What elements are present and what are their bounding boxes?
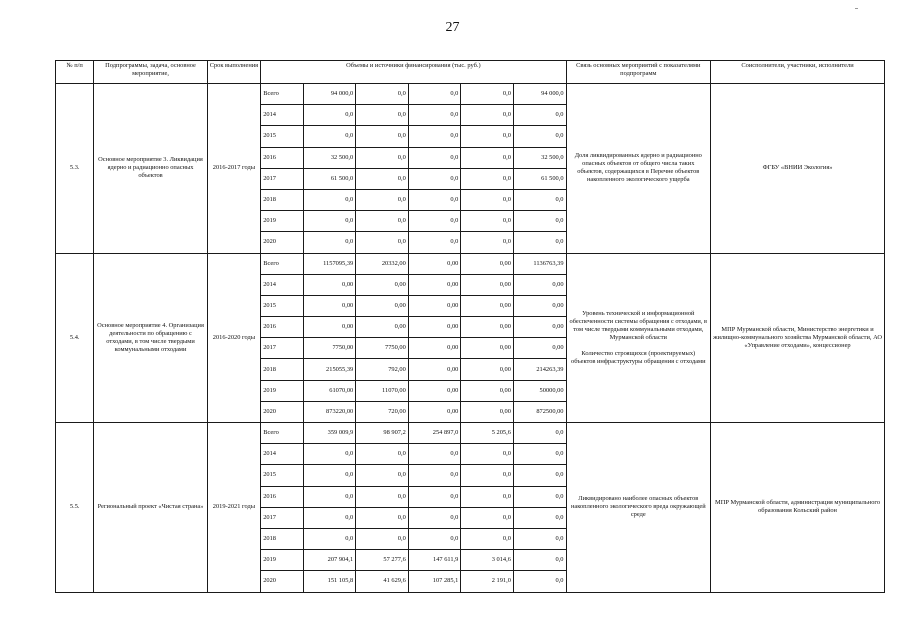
value-cell: 0,00 [461,401,514,422]
value-cell: 0,0 [408,105,461,126]
value-cell: 0,00 [356,274,409,295]
section-number: 5.5. [56,423,94,593]
value-cell: 254 897,0 [408,423,461,444]
value-cell: 32 500,0 [303,147,356,168]
section-indicator-link: Ликвидировано наиболее опасных объектов накопленного экологического вреда окружающей среде [566,423,711,593]
value-cell: 0,0 [513,528,566,549]
value-cell: 0,0 [303,465,356,486]
value-cell: 0,0 [356,486,409,507]
year-cell: 2020 [261,571,303,592]
value-cell: 2 191,0 [461,571,514,592]
value-cell: 11070,00 [356,380,409,401]
value-cell: 0,0 [408,126,461,147]
funding-table [55,60,885,593]
section-term: 2016-2017 годы [207,84,261,254]
value-cell: 359 009,9 [303,423,356,444]
value-cell: 7750,00 [303,338,356,359]
value-cell: 0,00 [408,253,461,274]
value-cell: 0,0 [461,105,514,126]
value-cell: 0,0 [303,528,356,549]
value-cell: 0,00 [461,317,514,338]
value-cell: 0,0 [461,126,514,147]
value-cell: 0,0 [356,465,409,486]
value-cell: 0,00 [513,317,566,338]
table-header [56,61,885,84]
value-cell: 0,0 [408,465,461,486]
value-cell: 0,0 [356,232,409,253]
value-cell: 0,0 [461,147,514,168]
value-cell: 0,0 [303,126,356,147]
value-cell: 0,00 [408,274,461,295]
value-cell: 0,0 [303,189,356,210]
value-cell: 61 500,0 [513,168,566,189]
header-link: Связь основных мероприятий с показателями подпрограмм [566,61,711,84]
value-cell: 0,0 [408,507,461,528]
value-cell: 0,0 [356,84,409,105]
value-cell: 0,0 [513,105,566,126]
year-cell: 2017 [261,168,303,189]
section-executors: ФГБУ «ВНИИ Экология» [711,84,885,254]
value-cell: 0,0 [513,126,566,147]
year-cell: 2018 [261,189,303,210]
section-term: 2019-2021 годы [207,423,261,593]
value-cell: 0,00 [356,295,409,316]
year-cell: 2018 [261,528,303,549]
value-cell: 50000,00 [513,380,566,401]
value-cell: 0,0 [461,211,514,232]
value-cell: 0,0 [356,147,409,168]
year-cell: 2017 [261,507,303,528]
value-cell: 94 000,0 [513,84,566,105]
value-cell: 0,0 [461,232,514,253]
value-cell: 7750,00 [356,338,409,359]
value-cell: 792,00 [356,359,409,380]
table-row [56,423,885,444]
value-cell: 0,0 [408,444,461,465]
value-cell: 0,0 [356,105,409,126]
value-cell: 0,0 [513,189,566,210]
year-cell: 2016 [261,486,303,507]
year-cell: 2020 [261,401,303,422]
value-cell: 0,0 [408,168,461,189]
value-cell: 0,0 [356,444,409,465]
value-cell: 0,0 [303,105,356,126]
value-cell: 0,00 [408,380,461,401]
value-cell: 3 014,6 [461,550,514,571]
header-finance: Объемы и источники финансирования (тыс. руб.) [261,61,566,84]
value-cell: 0,0 [461,486,514,507]
value-cell: 0,00 [303,317,356,338]
value-cell: 57 277,6 [356,550,409,571]
scan-mark [855,8,858,9]
value-cell: 0,00 [461,274,514,295]
year-cell: 2015 [261,465,303,486]
value-cell: 0,0 [356,211,409,232]
value-cell: 0,00 [513,338,566,359]
section-name: Региональный проект «Чистая страна» [94,423,207,593]
value-cell: 214263,39 [513,359,566,380]
value-cell: 0,0 [461,507,514,528]
year-cell: 2020 [261,232,303,253]
value-cell: 107 285,1 [408,571,461,592]
value-cell: 1157095,39 [303,253,356,274]
value-cell: 0,0 [513,507,566,528]
year-cell: 2015 [261,295,303,316]
value-cell: 0,0 [513,465,566,486]
value-cell: 0,00 [513,274,566,295]
value-cell: 94 000,0 [303,84,356,105]
value-cell: 32 500,0 [513,147,566,168]
value-cell: 1136763,39 [513,253,566,274]
value-cell: 0,00 [356,317,409,338]
section-name: Основное мероприятие 3. Ликвидация ядерно и радиационно опасных объектов [94,84,207,254]
value-cell: 0,0 [356,189,409,210]
year-cell: 2017 [261,338,303,359]
value-cell: 0,0 [356,126,409,147]
value-cell: 207 904,1 [303,550,356,571]
value-cell: 0,00 [461,380,514,401]
value-cell: 0,00 [303,274,356,295]
value-cell: 147 611,9 [408,550,461,571]
section-number: 5.3. [56,84,94,254]
value-cell: 0,0 [513,211,566,232]
value-cell: 873220,00 [303,401,356,422]
year-cell: 2019 [261,550,303,571]
value-cell: 0,0 [513,444,566,465]
year-cell: 2014 [261,274,303,295]
year-cell: 2016 [261,317,303,338]
value-cell: 0,00 [408,359,461,380]
value-cell: 0,00 [408,338,461,359]
value-cell: 0,00 [461,359,514,380]
value-cell: 0,00 [461,295,514,316]
value-cell: 61 500,0 [303,168,356,189]
section-term: 2016-2020 годы [207,253,261,423]
header-term: Срок выполнения [207,61,261,84]
value-cell: 0,00 [408,401,461,422]
value-cell: 0,0 [408,189,461,210]
value-cell: 61070,00 [303,380,356,401]
value-cell: 0,0 [303,211,356,232]
section-name: Основное мероприятие 4. Организация деятельности по обращению с отходами, в том числе твердыми коммунальными отходами [94,253,207,423]
value-cell: 0,0 [408,84,461,105]
value-cell: 0,0 [408,147,461,168]
table-row [56,84,885,105]
table-row [56,253,885,274]
value-cell: 41 629,6 [356,571,409,592]
value-cell: 0,0 [461,84,514,105]
section-executors: МПР Мурманской области, администрация муниципального образования Кольский район [711,423,885,593]
value-cell: 0,0 [303,507,356,528]
year-cell: 2019 [261,380,303,401]
year-cell: 2014 [261,105,303,126]
value-cell: 872500,00 [513,401,566,422]
page-number: 27 [445,20,460,35]
value-cell: 0,0 [461,168,514,189]
value-cell: 0,0 [461,528,514,549]
value-cell: 0,0 [408,486,461,507]
header-num: № п/п [56,61,94,84]
section-number: 5.4. [56,253,94,423]
value-cell: 0,0 [513,550,566,571]
value-cell: 0,0 [461,444,514,465]
value-cell: 0,0 [356,507,409,528]
header-name: Подпрограммы, задача, основное мероприятие, [94,61,207,84]
value-cell: 20332,00 [356,253,409,274]
value-cell: 151 105,8 [303,571,356,592]
value-cell: 5 205,6 [461,423,514,444]
value-cell: 720,00 [356,401,409,422]
value-cell: 0,0 [513,486,566,507]
section-indicator-link: Доля ликвидированных ядерно и радиационно опасных объектов от общего числа таких объектов, содержащихся в Перечне объектов накопленного экологического ущерба [566,84,711,254]
year-cell: 2014 [261,444,303,465]
year-cell: Всего [261,84,303,105]
year-cell: 2019 [261,211,303,232]
value-cell: 0,00 [303,295,356,316]
value-cell: 0,00 [408,317,461,338]
value-cell: 0,00 [408,295,461,316]
value-cell: 0,0 [408,232,461,253]
value-cell: 0,0 [303,444,356,465]
value-cell: 0,0 [356,528,409,549]
year-cell: Всего [261,253,303,274]
value-cell: 0,0 [461,465,514,486]
value-cell: 98 907,2 [356,423,409,444]
value-cell: 0,0 [461,189,514,210]
table-body [56,84,885,593]
section-indicator-link: Уровень технической и информационной обеспеченности системы обращения с отходами, в том числе твердыми коммунальными отходами, Мурманской области Количество строящихся (проектируемых) объектов инфраструктуры обращения с отходами [566,253,711,423]
year-cell: 2015 [261,126,303,147]
year-cell: Всего [261,423,303,444]
section-executors: МПР Мурманской области, Министерство энергетики и жилищно-коммунального хозяйства Мурманской области, АО «Управление отходами», концессионер [711,253,885,423]
year-cell: 2016 [261,147,303,168]
value-cell: 0,0 [513,423,566,444]
value-cell: 0,0 [513,571,566,592]
value-cell: 0,0 [303,486,356,507]
year-cell: 2018 [261,359,303,380]
value-cell: 0,0 [303,232,356,253]
value-cell: 0,00 [461,338,514,359]
value-cell: 0,0 [408,528,461,549]
value-cell: 0,00 [461,253,514,274]
value-cell: 215055,39 [303,359,356,380]
value-cell: 0,0 [513,232,566,253]
value-cell: 0,0 [408,211,461,232]
value-cell: 0,0 [356,168,409,189]
header-exec: Соисполнители, участники, исполнители [711,61,885,84]
value-cell: 0,00 [513,295,566,316]
